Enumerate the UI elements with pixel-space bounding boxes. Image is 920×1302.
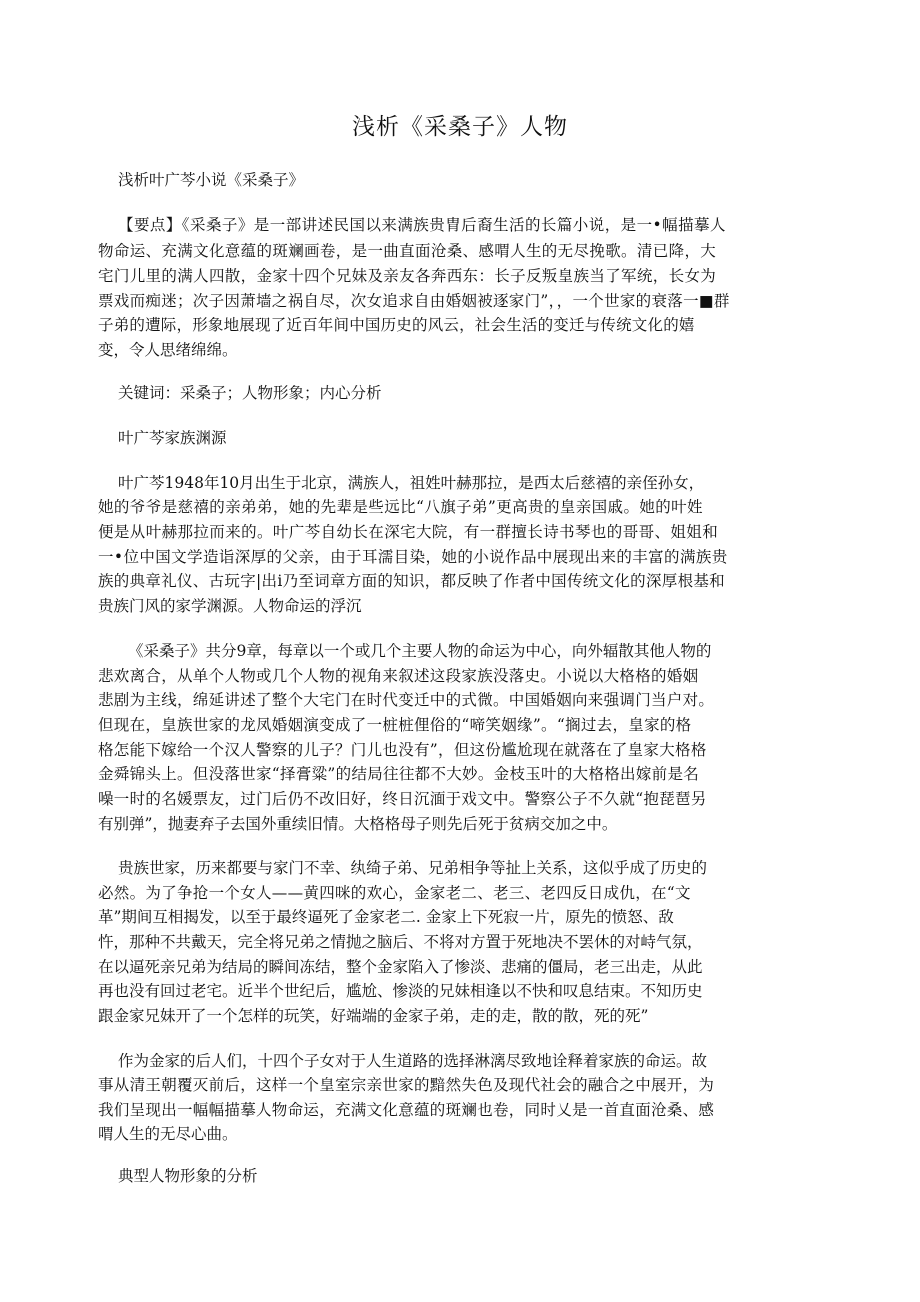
paragraph-line: 革”期间互相揭发，以至于最终逼死了金家老二. 金家上下死寂一片，原先的愤怒、敌 <box>98 908 674 926</box>
paragraph-line: 《采桑子》共分9章，每章以一个或几个主要人物的命运为中心，向外辐散其他人物的 <box>128 642 712 660</box>
paragraph-line: 格怎能下嫁给一个汉人警察的儿子？门儿也没有”，但这份尴尬现在就落在了皇家大格格 <box>98 741 707 759</box>
paragraph-line: 事从清王朝覆灭前后，这样一个皇室宗亲世家的黯然失色及现代社会的融合之中展开，为 <box>98 1076 715 1094</box>
paragraph-line: 忤，那种不共戴天，完全将兄弟之情抛之脑后、不将对方置于死地决不罢休的对峙气氛， <box>98 933 703 951</box>
paragraph-line: 她的爷爷是慈禧的亲弟弟，她的先辈是些远比“八旗子弟”更高贵的皇亲国戚。她的叶姓 <box>98 498 703 516</box>
section-heading-analysis: 典型人物形象的分析 <box>118 1167 258 1185</box>
paragraph-line: 便是从叶赫那拉而来的。叶广芩自幼长在深宅大院，有一群擅长诗书琴也的哥哥、姐姐和 <box>98 523 719 541</box>
abstract-line: 票戏而痴迷；次子因萧墙之祸自尽，次女追求自由婚姻被逐家门”，，一个世家的衰落一■群 <box>98 292 730 310</box>
paragraph-line: 噪一时的名媛票友，过门后仍不改旧好，终日沉湎于戏文中。警察公子不久就“抱琵琶另 <box>98 790 707 808</box>
section-heading-origin: 叶广芩家族渊源 <box>118 429 227 447</box>
paragraph-line: 在以逼死亲兄弟为结局的瞬间冻结，整个金家陷入了惨淡、悲痛的僵局，老三出走，从此 <box>98 958 703 976</box>
abstract-line: 子弟的遭际，形象地展现了近百年间中国历史的风云，社会生活的变迁与传统文化的嬉 <box>98 316 695 334</box>
abstract-line: 物命运、充满文化意蕴的斑斓画卷，是一曲直面沧桑、感喟人生的无尽挽歌。清已降，大 <box>98 242 717 260</box>
paragraph-line: 悲欢离合，从单个人物或几个人物的视角来叙述这段家族没落史。小说以大格格的婚姻 <box>98 667 699 685</box>
paragraph-line: 必然。为了争抢一个女人——黄四咪的欢心，金家老二、老三、老四反日成仇，在“文 <box>98 884 691 902</box>
paragraph-line: 喟人生的无尽心曲。 <box>98 1125 238 1143</box>
paragraph-line: 再也没有回过老宅。近半个世纪后，尴尬、惨淡的兄妹相逢以不快和叹息结束。不知历史 <box>98 982 703 1000</box>
paragraph-line: 跟金家兄妹开了一个怎样的玩笑，好端端的金家子弟，走的走，散的散，死的死” <box>98 1007 649 1025</box>
subtitle: 浅析叶广芩小说《采桑子》 <box>118 171 305 189</box>
paragraph-line: 我们呈现出一幅幅描摹人物命运，充满文化意蕴的斑斓也卷，同时乂是一首直面沧桑、感 <box>98 1101 715 1119</box>
paragraph-line: 一•位中国文学造诣深厚的父亲，由于耳濡目染，她的小说作品中展现出来的丰富的满族贵 <box>98 548 728 566</box>
paragraph-line: 有别弹”，抛妻弃子去国外重续旧情。大格格母子则先后死于贫病交加之中。 <box>98 815 618 833</box>
paragraph-line: 叶广芩1948年10月出生于北京，满族人，祖姓叶赫那拉，是西太后慈禧的亲侄孙女， <box>118 474 705 492</box>
document-title: 浅析《采桑子》人物 <box>352 114 568 140</box>
paragraph-line: 作为金家的后人们，十四个子女对于人生道路的选择淋漓尽致地诠释着家族的命运。故 <box>118 1052 708 1070</box>
paragraph-line: 金舜锦头上。但没落世家“择膏粱”的结局往往都不大妙。金枝玉叶的大格格出嫁前是名 <box>98 765 700 783</box>
abstract-line: 【要点】《采桑子》是一部讲述民国以来满族贵胄后裔生活的长篇小说，是一•幅描摹人 <box>118 216 726 234</box>
paragraph-line: 贵族门风的家学渊源。人物命运的浮沉 <box>98 597 362 615</box>
keywords: 关键词：采桑子；人物形象；内心分析 <box>118 384 382 402</box>
abstract-line: 宅门儿里的满人四散，金家十四个兄妹及亲友各奔西东：长子反叛皇族当了军统，长女为 <box>98 267 717 285</box>
paragraph-line: 悲剧为主线，绵延讲述了整个大宅门在时代变迁中的式微。中国婚姻向来强调门当户对。 <box>98 691 715 709</box>
paragraph-line: 贵族世家，历来都要与家门不幸、纨绮子弟、兄弟相争等扯上关系，这似乎成了历史的 <box>118 859 708 877</box>
paragraph-line: 但现在，皇族世家的龙凤婚姻演变成了一桩桩俚俗的“啼笑姻缘”。“搁过去，皇家的格 <box>98 716 692 734</box>
abstract-line: 变，令人思绪绵绵。 <box>98 341 238 359</box>
paragraph-line: 族的典章礼仪、古玩字|出i乃至词章方面的知识，都反映了作者中国传统文化的深厚根基和 <box>98 572 725 590</box>
